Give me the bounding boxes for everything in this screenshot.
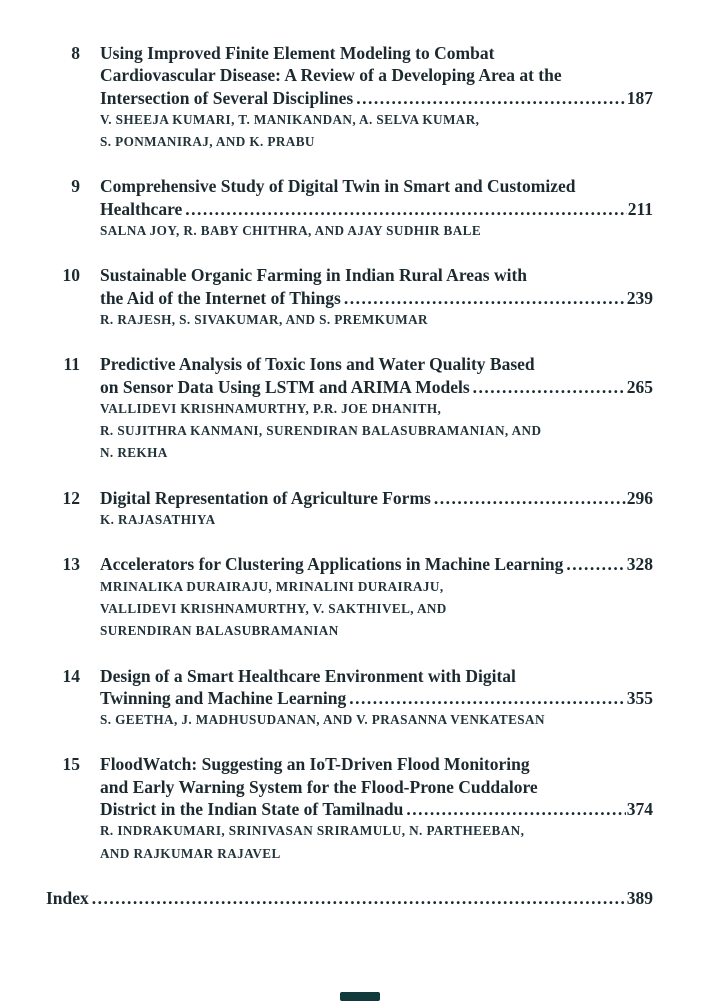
chapter-title-line: FloodWatch: Suggesting an IoT-Driven Flood Monitoring xyxy=(100,754,530,775)
chapter-authors xyxy=(100,220,653,242)
dot-leader xyxy=(349,687,626,709)
chapter-authors xyxy=(100,709,653,731)
entry-body xyxy=(100,665,653,732)
index-page-number: 389 xyxy=(626,887,653,908)
chapter-title-line xyxy=(100,87,653,109)
chapter-page-number: 374 xyxy=(626,799,653,820)
chapter-title xyxy=(100,353,653,398)
chapter-title-text: Twinning and Machine Learning xyxy=(100,687,347,708)
dot-leader xyxy=(185,198,626,220)
chapter-title-line xyxy=(100,687,653,709)
chapter-authors-line: MRINALIKA DURAIRAJU, MRINALINI DURAIRAJU, xyxy=(100,578,444,594)
chapter-authors-line: R. RAJESH, S. SIVAKUMAR, AND S. PREMKUMAR xyxy=(100,311,428,327)
dot-leader xyxy=(406,798,625,820)
chapter-title xyxy=(100,753,653,820)
toc-entry xyxy=(46,753,653,864)
toc-entry xyxy=(46,353,653,464)
chapter-title-line: Cardiovascular Disease: A Review of a Developing Area at the xyxy=(100,65,562,86)
chapter-number: 9 xyxy=(71,176,80,197)
toc-entry xyxy=(46,553,653,642)
dot-leader xyxy=(434,487,626,509)
chapter-authors xyxy=(100,820,653,865)
toc-entry xyxy=(46,42,653,153)
chapter-title-line xyxy=(100,376,653,398)
chapter-authors-line: S. PONMANIRAJ, AND K. PRABU xyxy=(100,134,315,150)
chapter-authors xyxy=(100,576,653,643)
toc-entry xyxy=(46,175,653,242)
chapter-page-number: 296 xyxy=(626,487,653,508)
chapter-title-line xyxy=(100,487,653,509)
chapter-page-number: 187 xyxy=(626,87,653,108)
chapter-authors xyxy=(100,309,653,331)
chapter-title xyxy=(100,487,653,509)
toc-entry xyxy=(46,487,653,532)
chapter-title xyxy=(100,42,653,109)
entry-body xyxy=(100,175,653,242)
chapter-authors-line: AND RAJKUMAR RAJAVEL xyxy=(100,845,281,861)
entry-body xyxy=(100,487,653,532)
dot-leader xyxy=(473,376,626,398)
chapter-authors-line: SURENDIRAN BALASUBRAMANIAN xyxy=(100,623,339,639)
chapter-page-number: 355 xyxy=(626,687,653,708)
chapter-number: 13 xyxy=(62,554,80,575)
chapter-title-text: Digital Representation of Agriculture Forms xyxy=(100,487,431,508)
chapter-number: 11 xyxy=(63,354,80,375)
chapter-title-text: on Sensor Data Using LSTM and ARIMA Models xyxy=(100,376,470,397)
chapter-authors-line: SALNA JOY, R. BABY CHITHRA, AND AJAY SUDHIR BALE xyxy=(100,223,482,239)
chapter-page-number: 239 xyxy=(626,287,653,308)
chapter-authors-line: R. INDRAKUMARI, SRINIVASAN SRIRAMULU, N. PARTHEEBAN, xyxy=(100,823,525,839)
chapter-title xyxy=(100,553,653,575)
footer-mark xyxy=(340,992,380,1001)
toc-entry xyxy=(46,264,653,331)
chapter-page-number: 211 xyxy=(627,198,653,219)
chapter-authors xyxy=(100,509,653,531)
chapter-title-line: Comprehensive Study of Digital Twin in Smart and Customized xyxy=(100,176,576,197)
chapter-authors xyxy=(100,109,653,154)
dot-leader xyxy=(356,87,626,109)
chapter-authors-line: K. RAJASATHIYA xyxy=(100,512,216,528)
chapter-authors-line: VALLIDEVI KRISHNAMURTHY, P.R. JOE DHANITH, xyxy=(100,400,442,416)
chapter-authors-line: N. REKHA xyxy=(100,445,168,461)
chapter-authors-line: V. SHEEJA KUMARI, T. MANIKANDAN, A. SELVA KUMAR, xyxy=(100,111,480,127)
chapter-title-line xyxy=(100,798,653,820)
entry-body xyxy=(100,42,653,153)
chapter-title-text: Intersection of Several Disciplines xyxy=(100,87,354,108)
chapter-title-line xyxy=(100,287,653,309)
entry-body xyxy=(100,264,653,331)
chapter-title-text: Accelerators for Clustering Applications in Machine Learning xyxy=(100,554,564,575)
toc-entry xyxy=(46,665,653,732)
chapter-title-text: the Aid of the Internet of Things xyxy=(100,287,341,308)
chapter-number: 12 xyxy=(62,487,80,508)
chapter-number: 14 xyxy=(62,665,80,686)
chapter-title-text: District in the Indian State of Tamilnadu xyxy=(100,799,404,820)
chapter-title-line: Using Improved Finite Element Modeling to Combat xyxy=(100,43,495,63)
chapter-number: 10 xyxy=(62,265,80,286)
chapter-authors-line: VALLIDEVI KRISHNAMURTHY, V. SAKTHIVEL, AND xyxy=(100,600,447,616)
chapter-authors xyxy=(100,398,653,465)
chapter-title-line: Predictive Analysis of Toxic Ions and Water Quality Based xyxy=(100,354,535,375)
chapter-authors-line: S. GEETHA, J. MADHUSUDANAN, AND V. PRASANNA VENKATESAN xyxy=(100,712,545,728)
entry-body xyxy=(100,753,653,864)
chapter-page-number: 328 xyxy=(626,554,653,575)
entry-body xyxy=(100,553,653,642)
toc-entries xyxy=(46,42,653,865)
chapter-authors-line: R. SUJITHRA KANMANI, SURENDIRAN BALASUBRAMANIAN, AND xyxy=(100,423,542,439)
chapter-title xyxy=(100,665,653,710)
chapter-title-line xyxy=(100,198,653,220)
chapter-page-number: 265 xyxy=(626,376,653,397)
chapter-title-line xyxy=(100,553,653,575)
index-label: Index xyxy=(46,887,89,908)
entry-body xyxy=(100,353,653,464)
dot-leader xyxy=(566,553,625,575)
dot-leader xyxy=(344,287,626,309)
chapter-title-line: Sustainable Organic Farming in Indian Rural Areas with xyxy=(100,265,528,286)
chapter-title xyxy=(100,175,653,220)
chapter-title-text: Healthcare xyxy=(100,198,183,219)
index-row xyxy=(46,887,653,909)
chapter-title xyxy=(100,264,653,309)
chapter-title-line: and Early Warning System for the Flood-Prone Cuddalore xyxy=(100,776,538,797)
chapter-number: 15 xyxy=(62,754,80,775)
chapter-title-line: Design of a Smart Healthcare Environment with Digital xyxy=(100,665,516,686)
dot-leader xyxy=(92,887,626,909)
chapter-number: 8 xyxy=(71,43,80,63)
